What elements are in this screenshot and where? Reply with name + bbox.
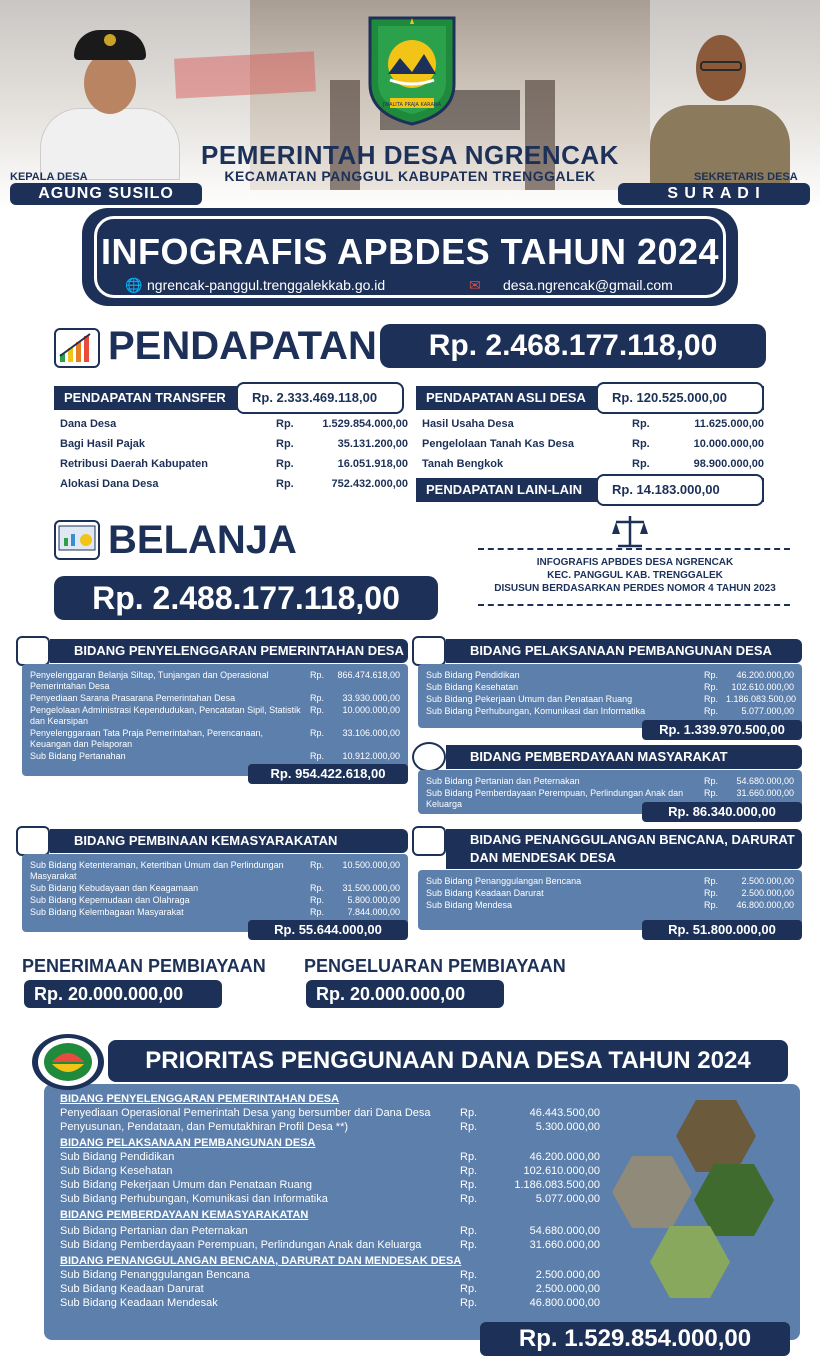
pendapatan-heading: PENDAPATAN (108, 324, 377, 368)
list-item: Sub Bidang Keadaan Darurat Rp. 2.500.000,00 (426, 888, 794, 898)
list-item: Pengelolaan Tanah Kas Desa Rp. 10.000.000,00 (422, 438, 764, 450)
svg-text:JWALITA PRAJA KARANA: JWALITA PRAJA KARANA (382, 102, 442, 108)
list-item: Pengelolaan Administrasi Kependudukan, Pencatatan Sipil, Statistik dan Kearsipan Rp. 10.000.000,00 (30, 705, 400, 726)
chart-icon (54, 328, 100, 368)
list-item: Sub Bidang Kebudayaan dan Keagamaan Rp. 31.500.000,00 (30, 883, 400, 893)
pendapatan-asli-value: Rp. 120.525.000,00 (596, 382, 764, 414)
prioritas-group-title: BIDANG PELAKSANAAN PEMBANGUNAN DESA (60, 1137, 316, 1149)
bidang-pembinaan-total: Rp. 55.644.000,00 (248, 920, 408, 940)
list-item: Sub Bidang Keadaan Mendesak Rp. 46.800.000,00 (60, 1297, 600, 1309)
list-item: Sub Bidang Pekerjaan Umum dan Penataan Ruang Rp. 1.186.083.500,00 (60, 1179, 600, 1191)
village-government-title: PEMERINTAH DESA NGRENCAK (201, 140, 619, 170)
list-item: Penyediaan Operasional Pemerintah Desa yang bersumber dari Dana Desa Rp. 46.443.500,00 (60, 1107, 600, 1119)
bidang-pembangunan-total: Rp. 1.339.970.500,00 (642, 720, 802, 740)
list-item: Tanah Bengkok Rp. 98.900.000,00 (422, 458, 764, 470)
community-icon (16, 826, 50, 856)
list-item: Penyelenggaran Belanja Siltap, Tunjangan dan Operasional Pemerintahan Desa Rp. 866.474.618,00 (30, 670, 400, 691)
pendapatan-transfer-value: Rp. 2.333.469.118,00 (236, 382, 404, 414)
list-item: Sub Bidang Kepemudaan dan Olahraga Rp. 5.800.000,00 (30, 895, 400, 905)
list-item: Sub Bidang Penanggulangan Bencana Rp. 2.500.000,00 (60, 1269, 600, 1281)
bidang-pemberdayaan-total: Rp. 86.340.000,00 (642, 802, 802, 822)
prioritas-total: Rp. 1.529.854.000,00 (480, 1322, 790, 1356)
trenggalek-logo-icon (366, 14, 458, 126)
bidang-bencana-total: Rp. 51.800.000,00 (642, 920, 802, 940)
list-item: Sub Bidang Mendesa Rp. 46.800.000,00 (426, 900, 794, 910)
globe-icon: 🌐 (125, 277, 143, 293)
scale-icon (610, 512, 650, 552)
list-item: Penyediaan Sarana Prasarana Pemerintahan Desa Rp. 33.930.000,00 (30, 693, 400, 703)
prioritas-group-title: BIDANG PEMBERDAYAAN KEMASYARAKATAN (60, 1209, 309, 1221)
independence-banner (174, 51, 316, 98)
belanja-total: Rp. 2.488.177.118,00 (54, 576, 438, 620)
list-item: Sub Bidang Kelembagaan Masyarakat Rp. 7.844.000,00 (30, 907, 400, 917)
list-item: Sub Bidang Pekerjaan Umum dan Penataan Ruang Rp. 1.186.083.500,00 (426, 694, 797, 704)
list-item: Sub Bidang Pemberdayaan Perempuan, Perlindungan Anak dan Keluarga Rp. 31.660.000,00 (426, 788, 794, 809)
construction-icon (412, 636, 446, 666)
list-item: Retribusi Daerah Kabupaten Rp. 16.051.918,00 (60, 458, 408, 470)
list-item: Sub Bidang Perhubungan, Komunikasi dan Informatika Rp. 5.077.000,00 (426, 706, 794, 716)
prioritas-title: PRIORITAS PENGGUNAAN DANA DESA TAHUN 2024 (108, 1040, 788, 1082)
infographic-title-frame (94, 216, 726, 298)
list-item: Sub Bidang Perhubungan, Komunikasi dan Informatika Rp. 5.077.000,00 (60, 1193, 600, 1205)
penerimaan-pembiayaan-label: PENERIMAAN PEMBIAYAAN (22, 956, 266, 976)
pengeluaran-pembiayaan-label: PENGELUARAN PEMBIAYAAN (304, 956, 566, 976)
list-item: Sub Bidang Ketenteraman, Ketertiban Umum dan Perlindungan Masyarakat Rp. 10.500.000,00 (30, 860, 400, 881)
people-icon (412, 742, 446, 772)
pendapatan-asli-label: PENDAPATAN ASLI DESA (416, 386, 764, 410)
bidang-penyelenggaran-total: Rp. 954.422.618,00 (248, 764, 408, 784)
pendapatan-transfer-label: PENDAPATAN TRANSFER (54, 386, 402, 410)
village-district-subtitle: KECAMATAN PANGGUL KABUPATEN TRENGGALEK (224, 168, 596, 184)
list-item: Sub Bidang Pertanian dan Peternakan Rp. 54.680.000,00 (60, 1225, 600, 1237)
list-item: Dana Desa Rp. 1.529.854.000,00 (60, 418, 408, 430)
list-item: Alokasi Dana Desa Rp. 752.432.000,00 (60, 478, 408, 490)
prioritas-group-title: BIDANG PENYELENGGARAN PEMERINTAHAN DESA (60, 1093, 340, 1105)
list-item: Sub Bidang Pendidikan Rp. 46.200.000,00 (426, 670, 794, 680)
belanja-heading: BELANJA (108, 518, 297, 562)
divider (478, 604, 790, 606)
sekretaris-desa-role: SEKRETARIS DESA (694, 171, 798, 183)
list-item: Hasil Usaha Desa Rp. 11.625.000,00 (422, 418, 764, 430)
belanja-note: INFOGRAFIS APBDES DESA NGRENCAK KEC. PANGGUL KAB. TRENGGALEK DISUSUN BERDASARKAN PERDES NOMOR 4 TAHUN 2023 (494, 557, 776, 594)
sekretaris-desa-photo (650, 25, 790, 185)
bidang-pembinaan-title: BIDANG PEMBINAAN KEMASYARAKATAN (50, 829, 408, 853)
list-item: Sub Bidang Pertanian dan Peternakan Rp. 54.680.000,00 (426, 776, 794, 786)
pendapatan-total: Rp. 2.468.177.118,00 (380, 324, 766, 368)
email-link[interactable]: desa.ngrencak@gmail.com (503, 277, 673, 293)
website-link[interactable]: ngrencak-panggul.trenggalekkab.go.id (147, 277, 386, 293)
building-icon (16, 636, 50, 666)
list-item: Sub Bidang Pemberdayaan Perempuan, Perlindungan Anak dan Keluarga Rp. 31.660.000,00 (60, 1239, 600, 1251)
dana-desa-logo-icon (32, 1034, 104, 1090)
pendapatan-lain-label: PENDAPATAN LAIN-LAIN (416, 478, 764, 502)
bidang-bencana-title: BIDANG PENANGGULANGAN BENCANA, DARURAT DAN MENDESAK DESA (446, 829, 802, 869)
list-item: Sub Bidang Pendidikan Rp. 46.200.000,00 (60, 1151, 600, 1163)
bidang-pemberdayaan-title: BIDANG PEMBERDAYAAN MASYARAKAT (446, 745, 802, 769)
analytics-icon (54, 520, 100, 560)
pengeluaran-pembiayaan-value: Rp. 20.000.000,00 (306, 980, 504, 1008)
divider (478, 548, 790, 550)
infographic-title-box (82, 208, 738, 306)
list-item: Sub Bidang Pertanahan Rp. 10.912.000,00 (30, 751, 400, 761)
list-item: Penyusunan, Pendataan, dan Pemutakhiran Profil Desa **) Rp. 5.300.000,00 (60, 1121, 600, 1133)
list-item: Penyelenggaraan Tata Praja Pemerintahan, Perencanaan, Keuangan dan Pelaporan Rp. 33.106.000,00 (30, 728, 400, 749)
pendapatan-asli-list (422, 414, 764, 474)
prioritas-group-title: BIDANG PENANGGULANGAN BENCANA, DARURAT DAN MENDESAK DESA (60, 1255, 462, 1267)
sekretaris-desa-name: S U R A D I (618, 183, 810, 205)
mail-icon: ✉ (469, 277, 481, 293)
pendapatan-transfer-list (60, 414, 408, 494)
list-item: Sub Bidang Keadaan Darurat Rp. 2.500.000,00 (60, 1283, 600, 1295)
infographic-title: INFOGRAFIS APBDES TAHUN 2024 (100, 231, 720, 272)
list-item: Sub Bidang Kesehatan Rp. 102.610.000,00 (60, 1165, 600, 1177)
list-item: Bagi Hasil Pajak Rp. 35.131.200,00 (60, 438, 408, 450)
list-item: Sub Bidang Kesehatan Rp. 102.610.000,00 (426, 682, 794, 692)
kepala-desa-role: KEPALA DESA (10, 171, 88, 183)
kepala-desa-name: AGUNG SUSILO (10, 183, 202, 205)
bidang-pembangunan-title: BIDANG PELAKSANAAN PEMBANGUNAN DESA (446, 639, 802, 663)
bidang-penyelenggaran-list (22, 664, 408, 776)
pendapatan-lain-value: Rp. 14.183.000,00 (596, 474, 764, 506)
list-item: Sub Bidang Penanggulangan Bencana Rp. 2.500.000,00 (426, 876, 794, 886)
penerimaan-pembiayaan-value: Rp. 20.000.000,00 (24, 980, 222, 1008)
bidang-pembangunan-list (418, 664, 802, 728)
emergency-icon (412, 826, 446, 856)
bidang-penyelenggaran-title: BIDANG PENYELENGGARAN PEMERINTAHAN DESA (50, 639, 408, 663)
